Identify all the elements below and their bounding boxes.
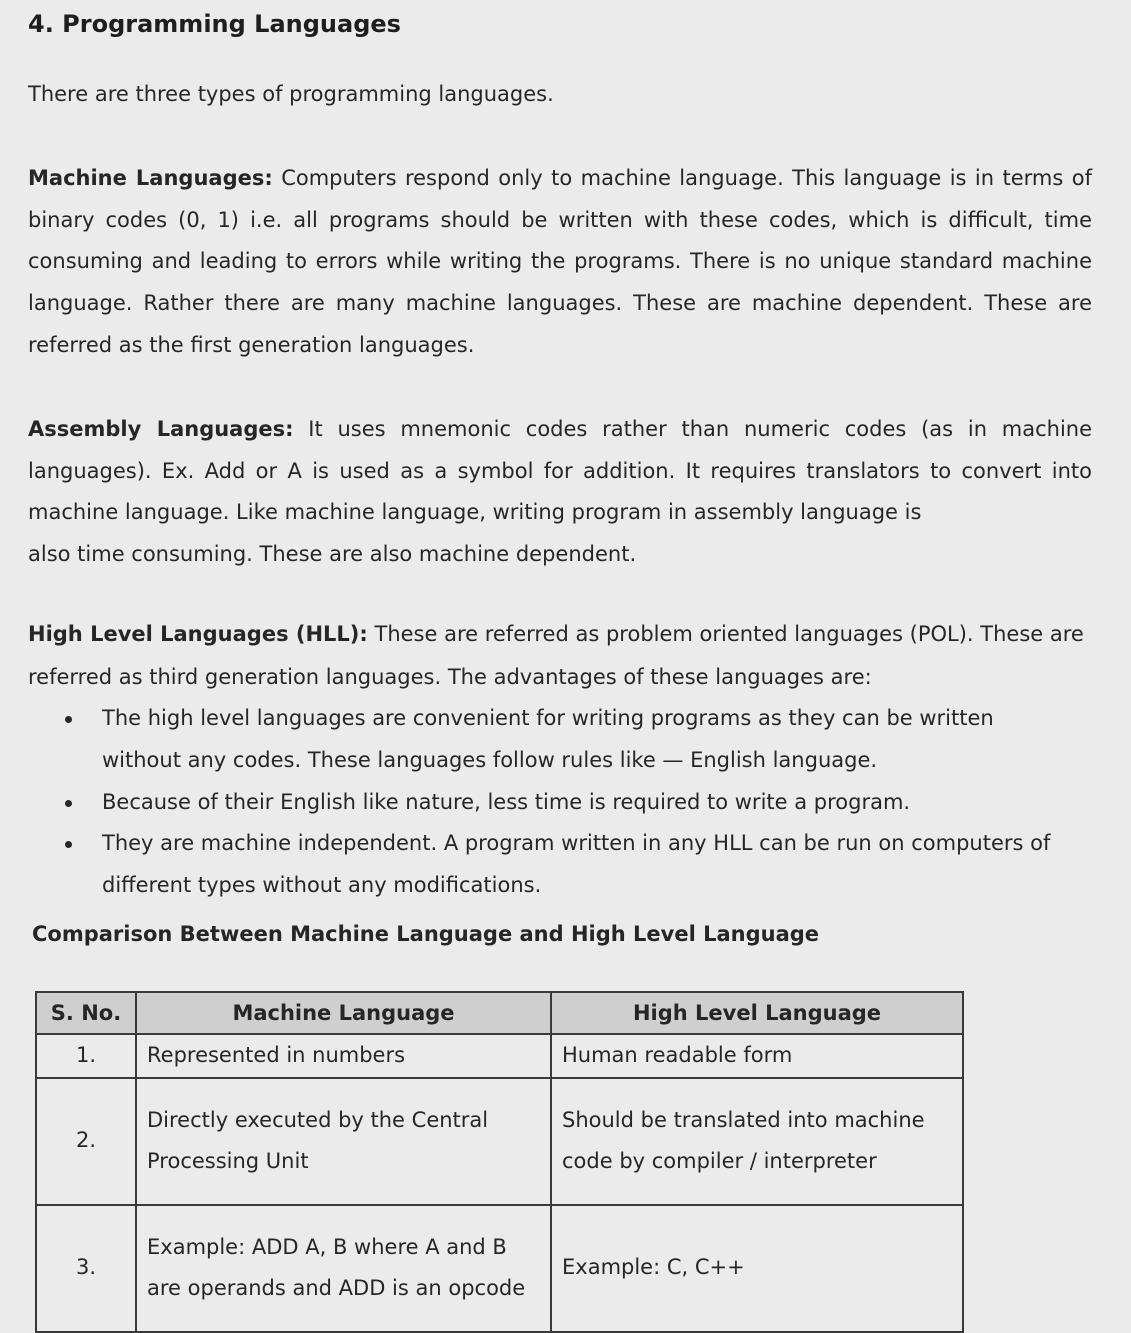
comparison-table (35, 991, 964, 1333)
table-row (36, 1205, 963, 1332)
high-level-languages-paragraph (28, 613, 1108, 699)
list-item (60, 698, 1070, 782)
list-item (60, 782, 1070, 824)
list-item-text: The high level languages are convenient for writing programs as they can be written without any codes. These languages follow rules like — English language. (102, 706, 994, 772)
cell-machine: Represented in numbers (136, 1034, 551, 1078)
cell-machine: Directly executed by the Central Processing Unit (136, 1078, 551, 1205)
cell-high: Example: C, C++ (551, 1205, 963, 1332)
assembly-languages-paragraph (28, 409, 1092, 575)
assembly-languages-text-last: also time consuming. These are also machine dependent. (28, 541, 637, 566)
bullet-icon (65, 800, 72, 807)
comparison-title: Comparison Between Machine Language and High Level Language (32, 922, 820, 946)
machine-languages-paragraph (28, 158, 1092, 367)
list-item-text: They are machine independent. A program written in any HLL can be run on computers of different types without any modifications. (102, 831, 1051, 898)
bullet-icon (65, 841, 72, 848)
table-row (36, 1034, 963, 1078)
list-item-text: Because of their English like nature, less time is required to write a program. (102, 789, 911, 814)
header-high-level-language: High Level Language (551, 992, 963, 1034)
high-level-languages-label: High Level Languages (HLL): (28, 622, 368, 646)
cell-high: Human readable form (551, 1034, 963, 1078)
table-row (36, 1078, 963, 1205)
cell-sno: 3. (36, 1205, 136, 1332)
intro-paragraph: There are three types of programming languages. (28, 82, 554, 106)
header-machine-language: Machine Language (136, 992, 551, 1034)
machine-languages-label: Machine Languages: (28, 166, 273, 190)
machine-languages-text: Computers respond only to machine language. This language is in terms of binary codes (0, 1) i.e. all programs should be written with these codes, which is difficult, time consuming and leading to errors while writing the programs. There is no unique standard machine language. Rather there are many machine languages. These are machine dependent. These are referred as the first generation languages. (28, 166, 1092, 357)
cell-sno: 1. (36, 1034, 136, 1078)
header-sno: S. No. (36, 992, 136, 1034)
cell-sno: 2. (36, 1078, 136, 1205)
page-title: 4. Programming Languages (28, 10, 401, 38)
assembly-languages-text: It uses mnemonic codes rather than numeric codes (as in machine languages). Ex. Add or A is used as a symbol for addition. It requires translators to convert into machine language. Like machine language, writing program in assembly language is (28, 417, 1093, 524)
list-item (60, 823, 1070, 907)
assembly-languages-label: Assembly Languages: (28, 417, 294, 441)
cell-high: Should be translated into machine code by compiler / interpreter (551, 1078, 963, 1205)
high-level-languages-text: These are referred as problem oriented languages (POL). These are referred as third generation languages. The advantages of these languages are: (28, 622, 1084, 689)
cell-machine: Example: ADD A, B where A and B are operands and ADD is an opcode (136, 1205, 551, 1332)
table-header-row (36, 992, 963, 1034)
advantages-list (60, 698, 1070, 907)
bullet-icon (65, 716, 72, 723)
